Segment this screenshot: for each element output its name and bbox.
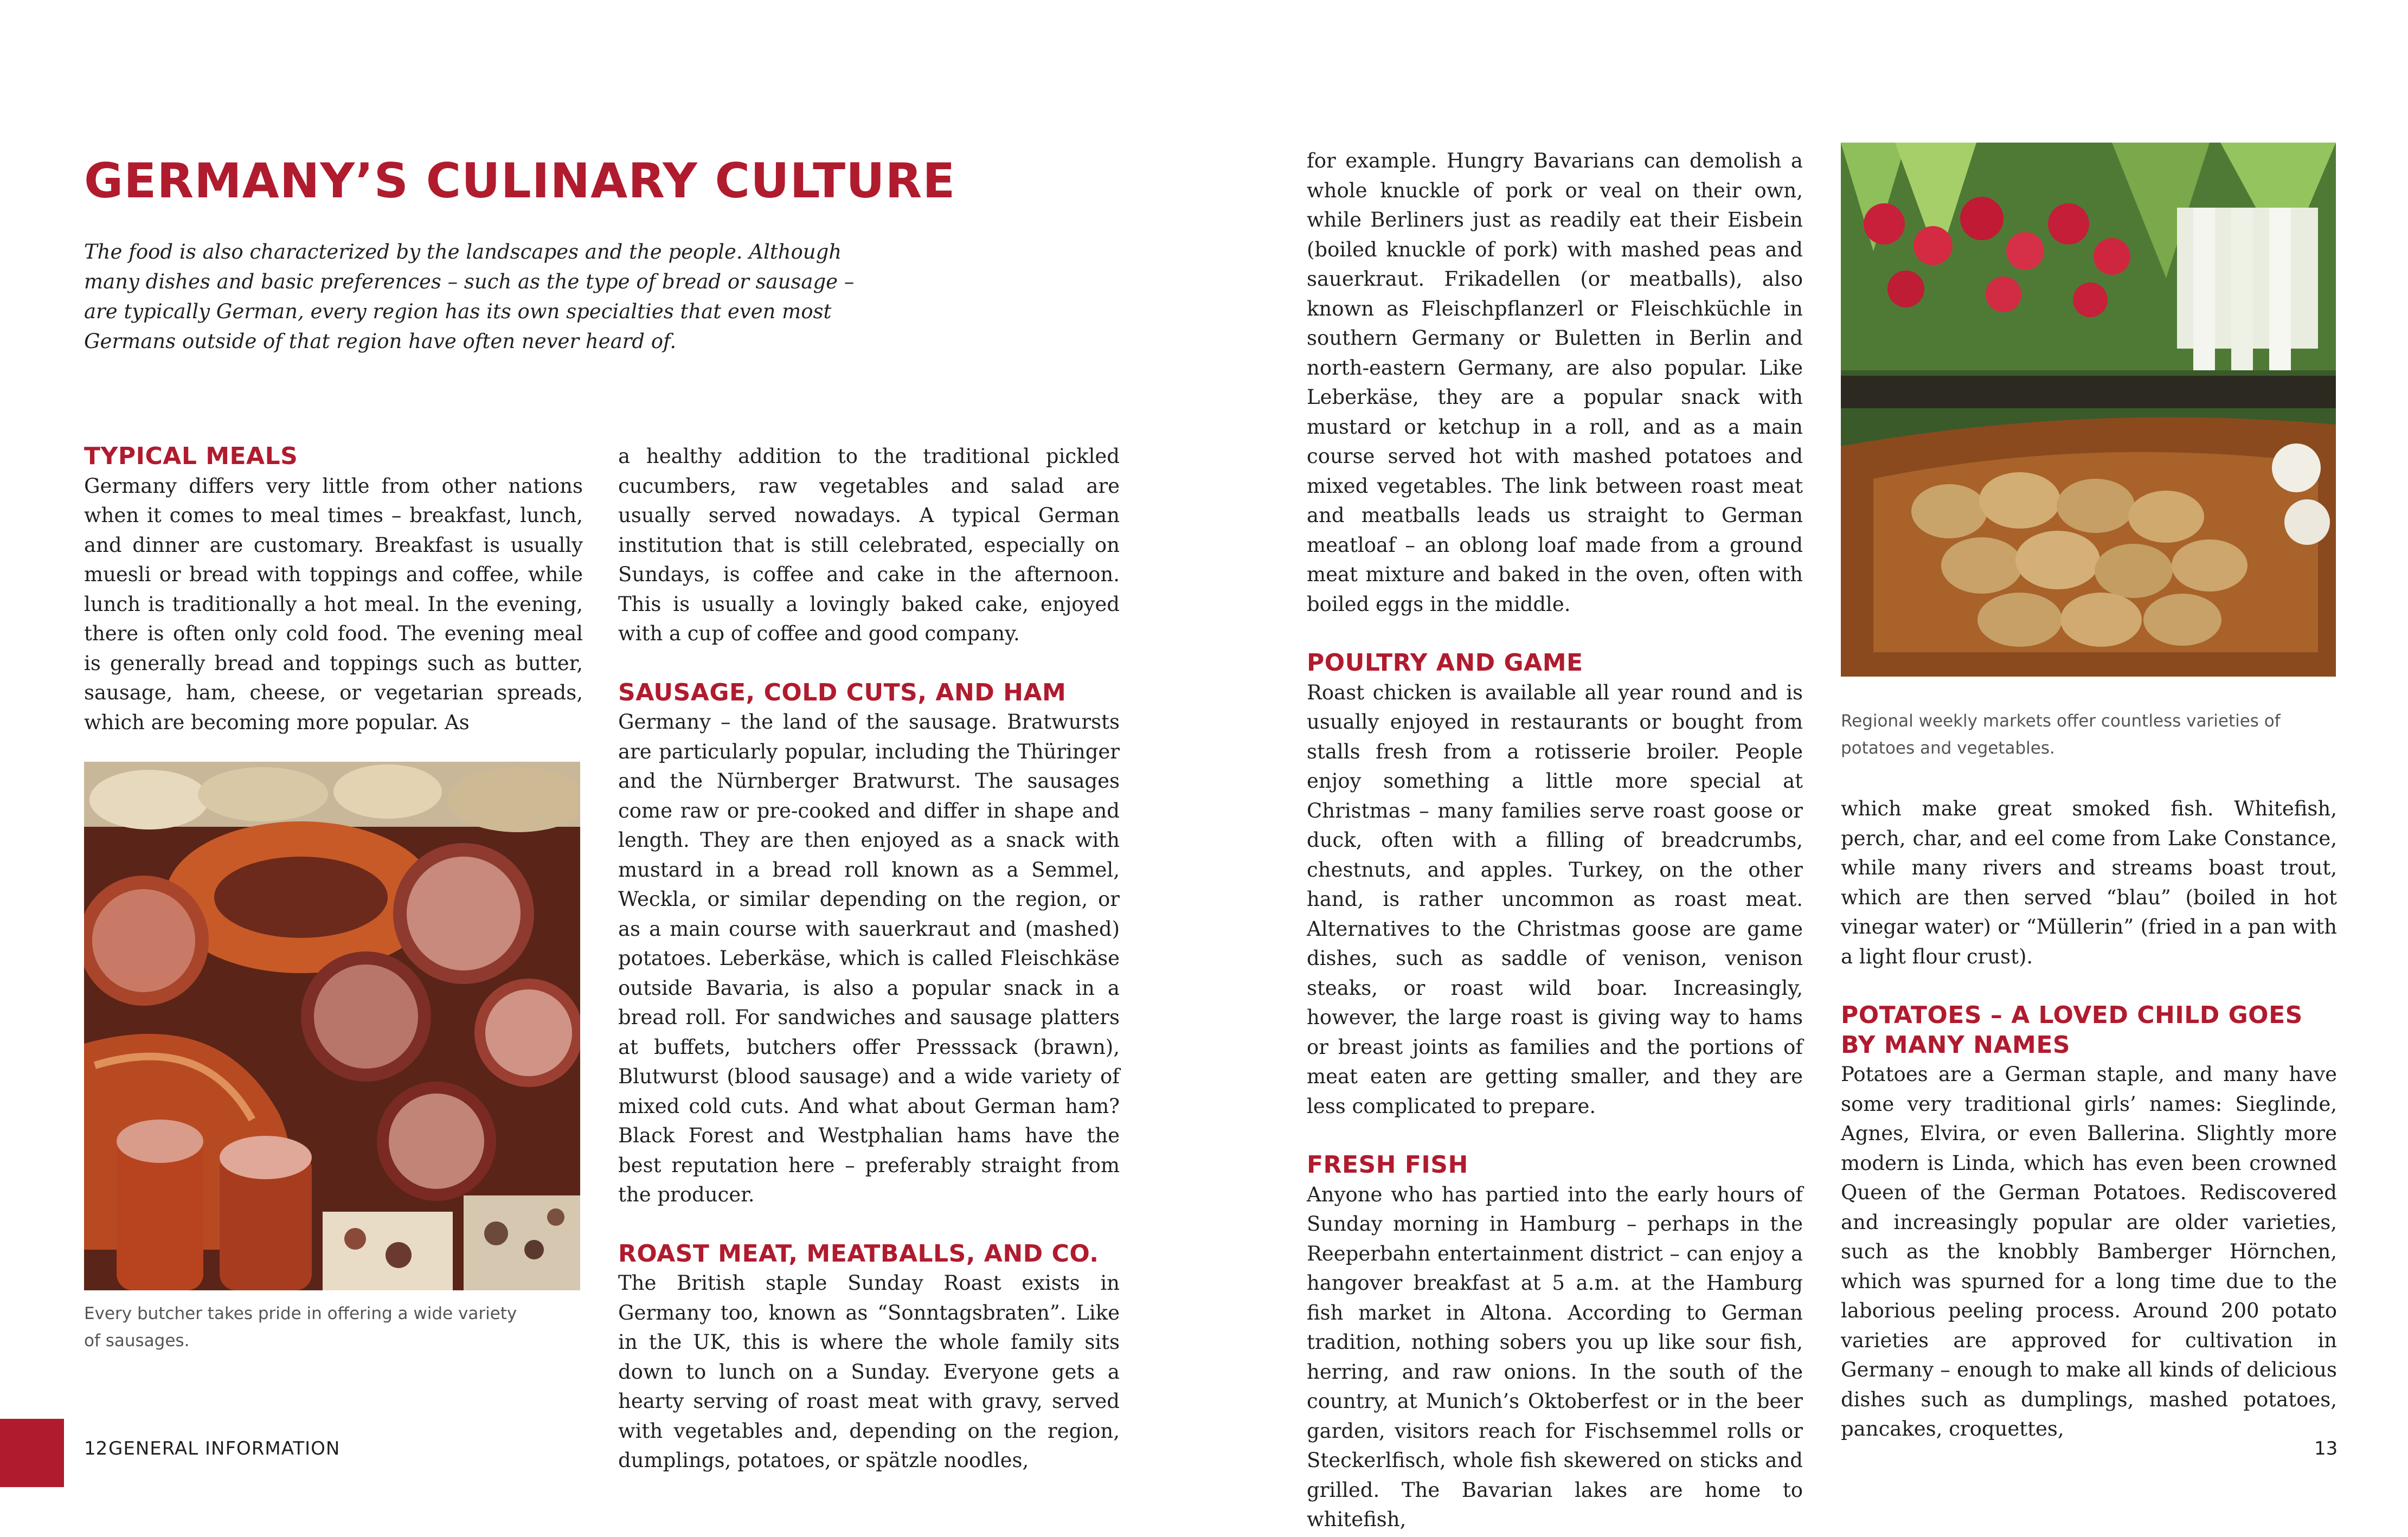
- heading-roast: ROAST MEAT, MEATBALLS, AND CO.: [618, 1239, 1099, 1268]
- caption-sausages: Every butcher takes pride in offering a wide variety of sausages.: [84, 1304, 517, 1350]
- page-title: GERMANY’S CULINARY CULTURE: [84, 153, 956, 209]
- market-photo: [1841, 143, 2336, 677]
- sausages-photo: [84, 762, 580, 1290]
- column-4: [1841, 794, 2337, 1444]
- heading-typical-meals: TYPICAL MEALS: [84, 442, 298, 470]
- typical-meals-text-1: Germany differs very little from other nations when it comes to meal times – breakfast, lunch, and dinner are customary. Breakfast is usually muesli or bread with toppings and coffee, while lunch is traditionally a hot meal. In the evening, there is often only cold food. The evening meal is generally bread and toppings such as butter, sausage, ham, cheese, or vegetarian spreads, which are becoming more popular. As: [84, 474, 583, 734]
- heading-potatoes: POTATOES – A LOVED CHILD GOES BY MANY NAMES: [1841, 1001, 2303, 1059]
- fish-text-1: Anyone who has partied into the early hours of Sunday morning in Hamburg – perhaps in the Reeperbahn entertainment district – can enjoy a hangover breakfast at 5 a.m. at the Hamburg fish market in Altona. According to German tradition, nothing sobers you up like sour fish, herring, and raw onions. In the south of the country, at Munich’s Oktoberfest or in the beer garden, visitors reach for Fischsemmel rolls or Steckerlfisch, whole fish skewered on sticks and grilled. The Bavarian lakes are home to whitefish,: [1307, 1182, 1803, 1531]
- market-image: [1841, 143, 2336, 677]
- heading-poultry: POULTRY AND GAME: [1307, 649, 1583, 677]
- sausages-image: [84, 762, 580, 1290]
- heading-sausage: SAUSAGE, COLD CUTS, AND HAM: [618, 678, 1067, 706]
- intro-paragraph: The food is also characterized by the landscapes and the people. Although many dishes and basic preferences – such as the type of bread or sausage – are typically German, every region has its own specialties that even most Germans outside of that region have often never heard of.: [84, 240, 855, 353]
- left-page-number: 12: [84, 1438, 108, 1459]
- heading-fish: FRESH FISH: [1307, 1151, 1468, 1179]
- potatoes-text: Potatoes are a German staple, and many have some very traditional girls’ names: Sieglinde, Agnes, Elvira, or even Ballerina. Slightly more modern is Linda, which has even been crowned Queen of the German Potatoes. Rediscovered and increasingly popular are older varieties, such as the knobbly Bamberger Hörnchen, which was spurned for a long time due to the laborious peeling process. Around 200 potato varieties are approved for cultivation in Germany – enough to make all kinds of delicious dishes such as dumplings, mashed potatoes, pancakes, croquettes,: [1841, 1063, 2337, 1440]
- caption-market: Regional weekly markets offer countless varieties of potatoes and vegetables.: [1841, 711, 2281, 758]
- right-page-number: 13: [2314, 1438, 2338, 1459]
- footer-section-label: GENERAL INFORMATION: [108, 1438, 341, 1459]
- column-1: [84, 442, 583, 737]
- roast-text-2: for example. Hungry Bavarians can demolish a whole knuckle of pork or veal on their own, while Berliners just as readily eat their Eisbein (boiled knuckle of pork) with mashed peas and sauerkraut. Frikadellen (or meatballs), also known as Fleischpflanzerl or Fleischküchle in southern Germany or Buletten in Berlin and north-eastern Germany, are also popular. Like Leberkäse, they are a popular snack with mustard or ketchup in a roll, and as a main course served hot with mashed potatoes and mixed vegetables. The link between roast meat and meatballs leads us straight to German meatloaf – an oblong loaf made from a ground meat mixture and baked in the oven, often with boiled eggs in the middle.: [1307, 149, 1803, 616]
- fish-text-2: which make great smoked fish. Whitefish, perch, char, and eel come from Lake Constance, while many rivers and streams boast trout, which are then served “blau” (boiled in hot vinegar water) or “Müllerin” (fried in a pan with a light flour crust).: [1841, 797, 2337, 968]
- column-2: [618, 442, 1120, 1476]
- typical-meals-text-2: a healthy addition to the traditional pickled cucumbers, raw vegetables and salad are usually served nowadays. A typical German institution that is still celebrated, especially on Sundays, is coffee and cake in the afternoon. This is usually a lovingly baked cake, enjoyed with a cup of coffee and good company.: [618, 445, 1120, 645]
- roast-text-1: The British staple Sunday Roast exists in Germany too, known as “Sonntagsbraten”. Like in the UK, this is where the whole family sits down to lunch on a Sunday. Everyone gets a hearty serving of roast meat with gravy, served with vegetables and, depending on the region, dumplings, potatoes, or spätzle noodles,: [618, 1271, 1120, 1472]
- column-3: [1307, 146, 1803, 1535]
- poultry-text: Roast chicken is available all year round and is usually enjoyed in restaurants or bought from stalls fresh from a rotisserie broiler. People enjoy something a little more special at Christmas – many families serve roast goose or duck, often with a filling of breadcrumbs, chestnuts, and apples. Turkey, on the other hand, is rather uncommon as roast meat. Alternatives to the Christmas goose are game dishes, such as saddle of venison, venison steaks, or roast wild boar. Increasingly, however, the large roast is giving way to hams or breast joints as families and the portions of meat eaten are getting smaller, and they are less complicated to prepare.: [1307, 680, 1803, 1118]
- sausage-text: Germany – the land of the sausage. Bratwursts are particularly popular, including the Thüringer and the Nürnberger Bratwurst. The sausages come raw or pre-cooked and differ in shape and length. They are then enjoyed as a snack with mustard in a bread roll known as a Semmel, Weckla, or similar depending on the region, or as a main course with sauerkraut and (mashed) potatoes. Leberkäse, which is called Fleischkäse outside Bavaria, is also a popular snack in a bread roll. For sandwiches and sausage platters at buffets, butchers offer Presssack (brawn), Blutwurst (blood sausage) and a wide variety of mixed cold cuts. And what about German ham? Black Forest and Westphalian hams have the best reputation here – preferably straight from the producer.: [618, 710, 1120, 1206]
- footer-color-block: [0, 1419, 64, 1487]
